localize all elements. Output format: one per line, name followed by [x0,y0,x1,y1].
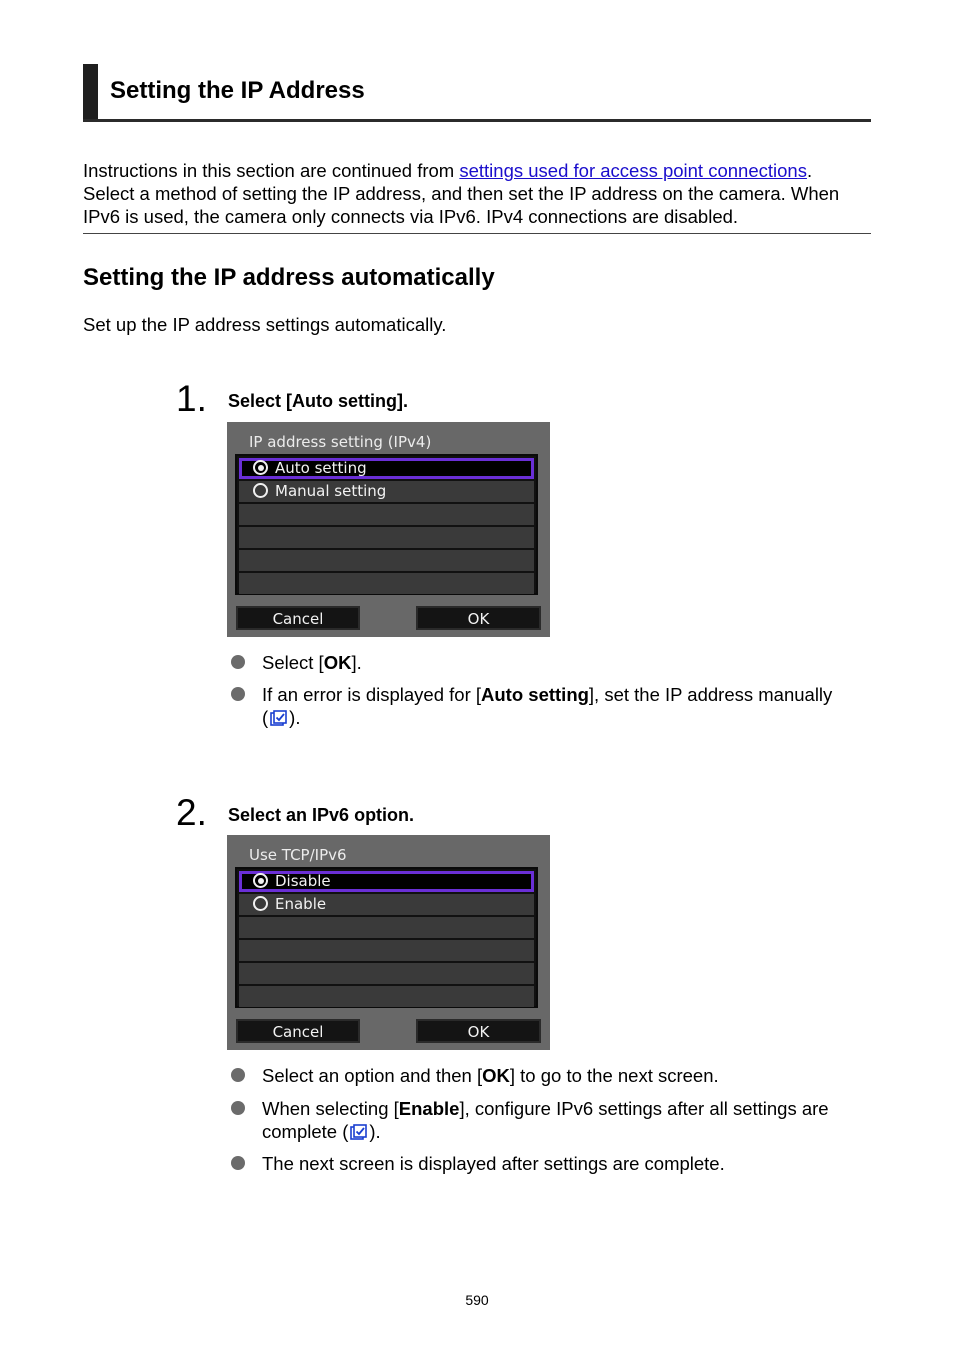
option-auto-setting[interactable] [239,458,534,479]
header-divider [83,119,871,122]
empty-row [239,550,534,571]
empty-row [239,527,534,548]
header-accent-bar [83,64,98,121]
page-title: Setting the IP Address [110,77,365,104]
option-list [235,454,538,595]
option-label: Manual setting [275,482,387,500]
page-reference-icon[interactable] [270,710,287,727]
page-reference-icon[interactable] [350,1124,367,1141]
radio-selected-icon [253,460,268,475]
ipv6-setting-screen [227,835,550,1050]
option-label: Auto setting [275,459,367,477]
step-1-bullet-2: If an error is displayed for [Auto setting], set the IP address manually ( ). [262,684,833,728]
empty-row [239,940,534,961]
empty-row [239,573,534,594]
radio-selected-icon [253,873,268,888]
option-disable[interactable] [239,871,534,892]
radio-unselected-icon [253,896,268,911]
option-label: Disable [275,872,331,890]
bullet-icon [231,687,245,701]
option-enable[interactable] [239,894,534,915]
section-description: Set up the IP address settings automatically. [83,314,447,335]
option-list [235,867,538,1008]
step-2-number: 2. [176,792,207,833]
screen-title: IP address setting (IPv4) [249,433,432,451]
bullet-icon [231,1156,245,1170]
screen-title: Use TCP/IPv6 [249,846,347,864]
page-number: 590 [465,1292,489,1308]
step-1-number: 1. [176,378,207,419]
empty-row [239,504,534,525]
ipv4-setting-screen [227,422,550,637]
empty-row [239,963,534,984]
radio-unselected-icon [253,483,268,498]
step-1-title: Select [Auto setting]. [228,391,409,411]
empty-row [239,917,534,938]
ok-button[interactable]: OK [416,606,541,630]
intro-line-3: IPv6 is used, the camera only connects via IPv6. IPv4 connections are disabled. [83,206,739,227]
section-title: Setting the IP address automatically [83,264,495,291]
step-2-bullet-2: When selecting [Enable], configure IPv6 settings after all settings are complete ( ). [262,1098,829,1142]
access-point-settings-link[interactable]: settings used for access point connections [459,160,807,181]
step-2-bullet-1: Select an option and then [OK] to go to the next screen. [262,1065,719,1086]
bullet-icon [231,1101,245,1115]
step-2-title: Select an IPv6 option. [228,805,415,825]
step-2-bullet-3: The next screen is displayed after settings are complete. [262,1153,725,1174]
bullet-icon [231,655,245,669]
step-1-bullet-1: Select [OK]. [262,652,362,673]
intro-paragraph [83,159,878,228]
intro-lead-end: . [806,160,813,181]
option-label: Enable [275,895,327,913]
intro-lead: Instructions in this section are continued from [83,160,460,181]
ok-button[interactable]: OK [416,1019,541,1043]
intro-divider [83,233,871,234]
option-manual-setting[interactable] [239,481,534,502]
intro-line-2: Select a method of setting the IP address, and then set the IP address on the camera. When [83,183,840,204]
cancel-button[interactable]: Cancel [236,1019,360,1043]
empty-row [239,986,534,1007]
cancel-button[interactable]: Cancel [236,606,360,630]
bullet-icon [231,1068,245,1082]
